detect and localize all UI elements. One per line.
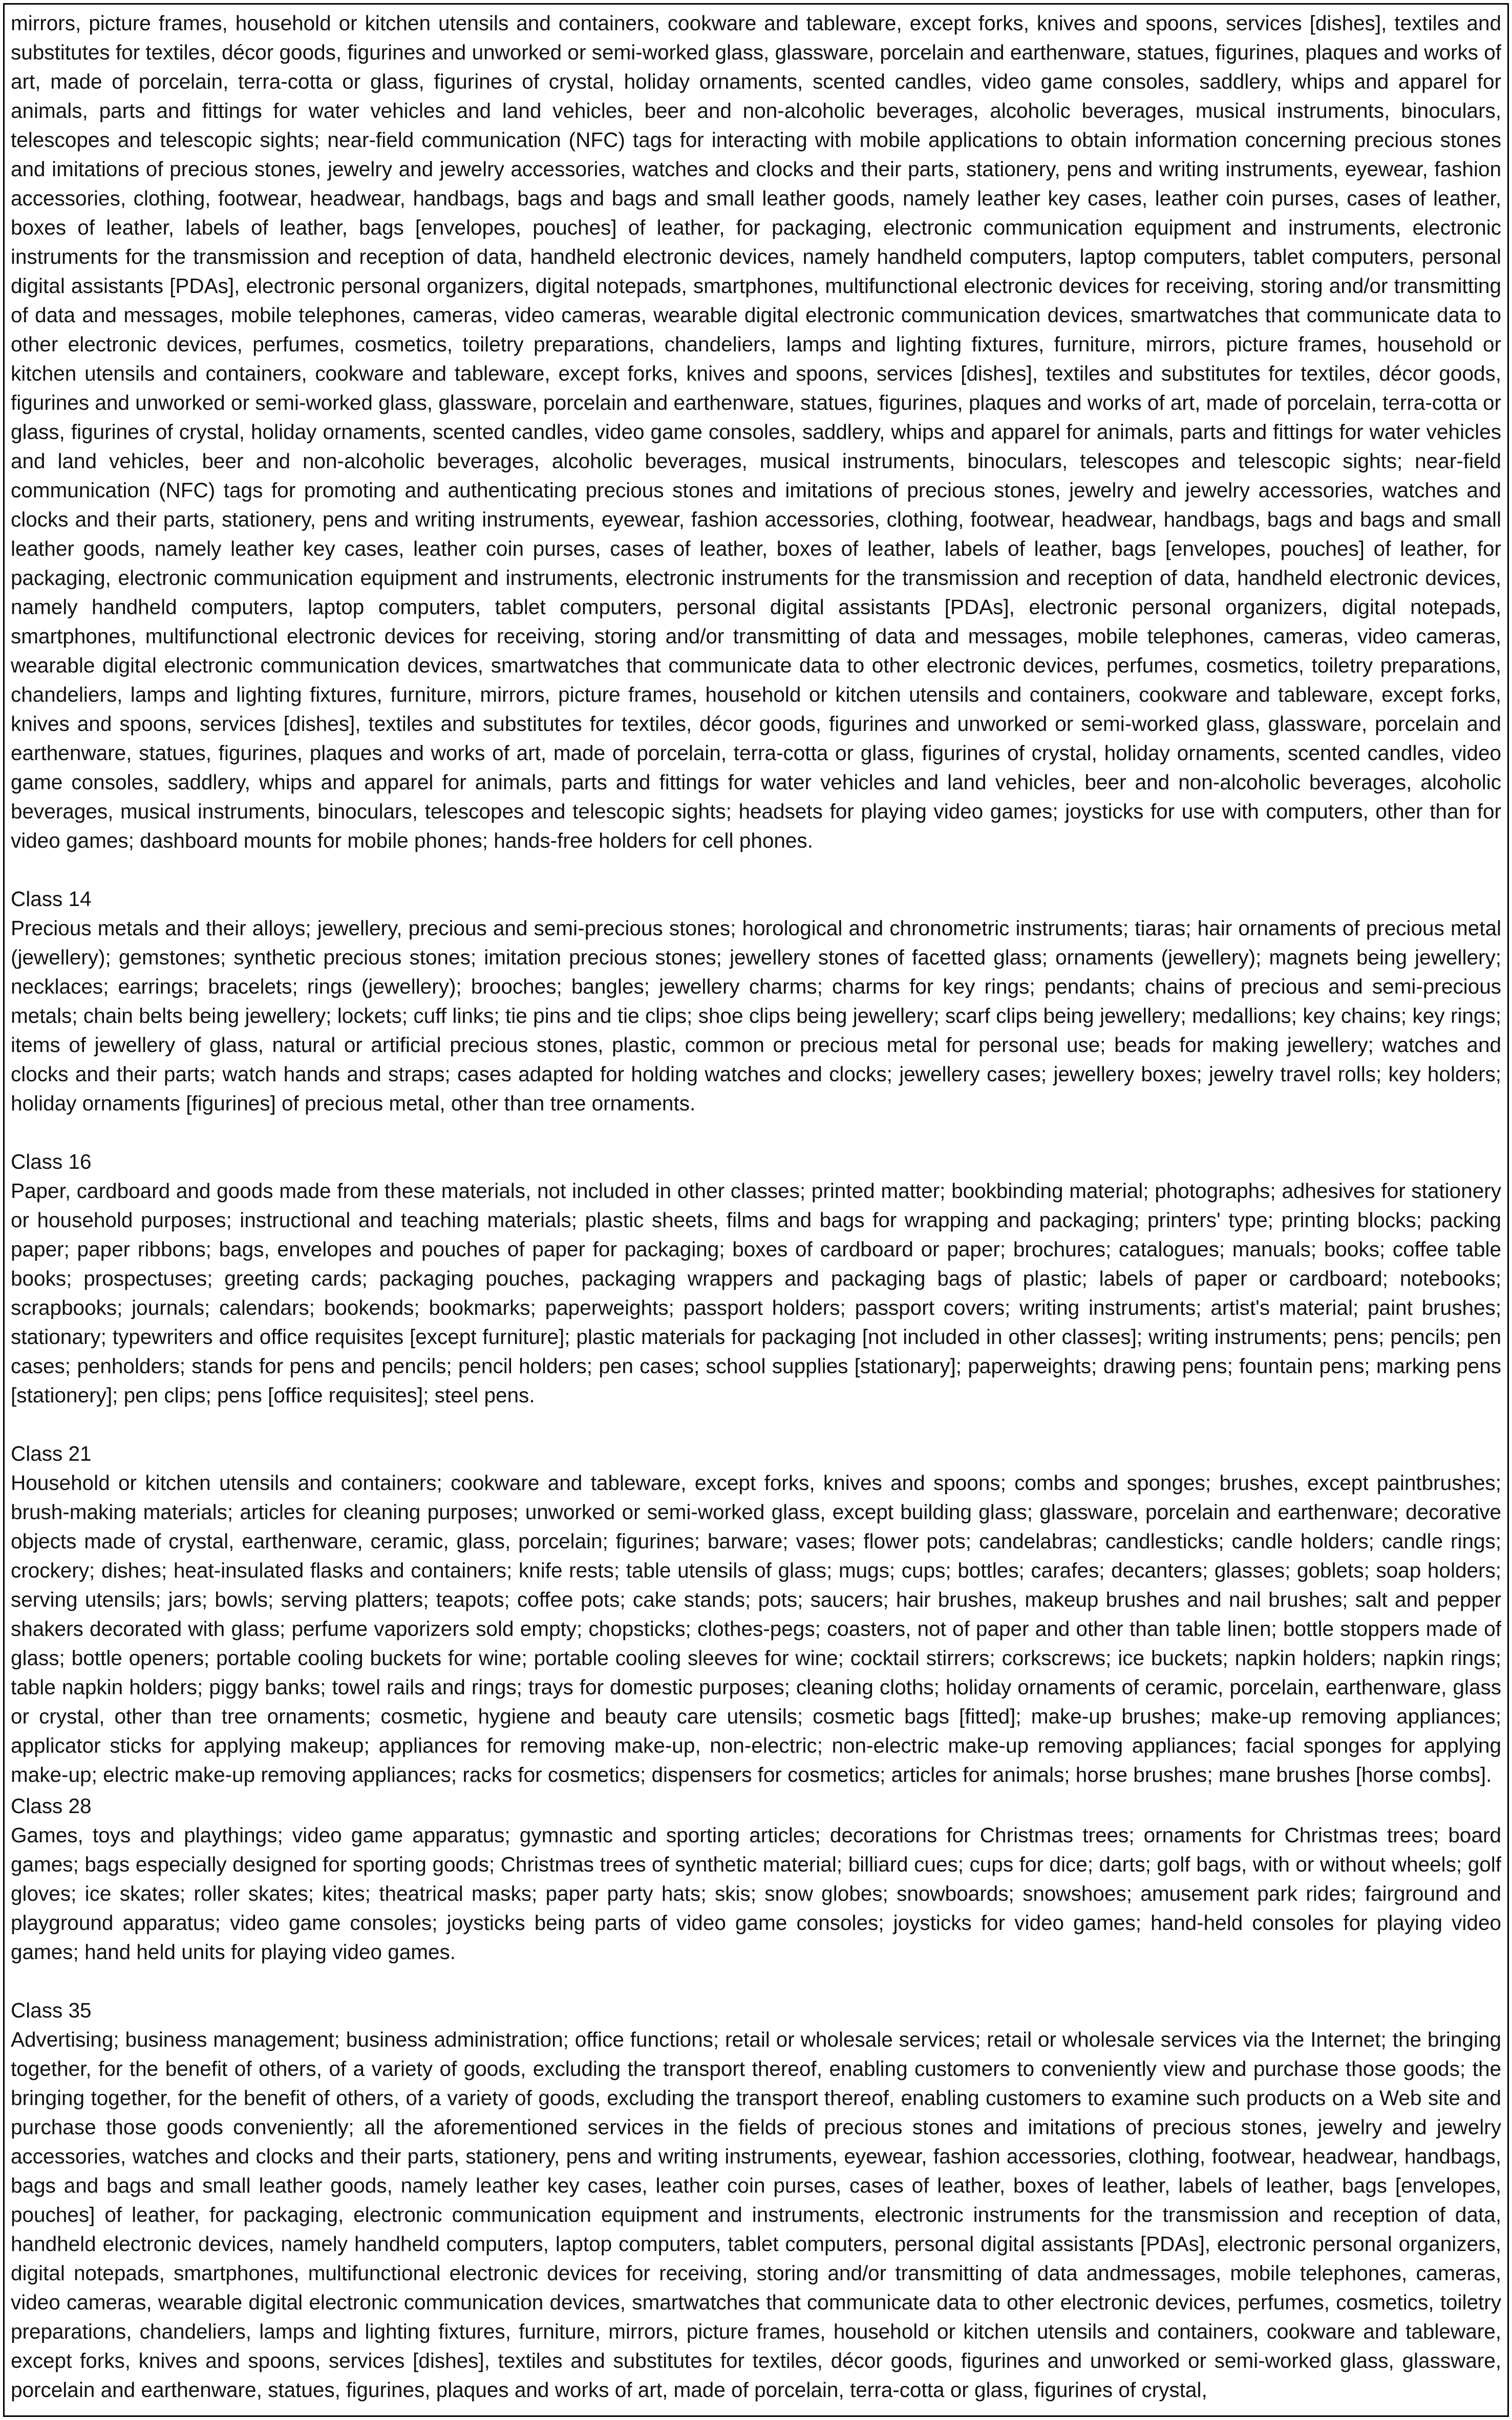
class-14-heading: Class 14 bbox=[11, 887, 92, 911]
class-16-description: Paper, cardboard and goods made from these materials, not included in other classes; printed matter; bookbinding material; photographs; adhesives for stationery or household purposes; instructional and teaching materials; plastic sheets, films and bags for wrapping and packaging; printers' type; printing blocks; packing paper; paper ribbons; bags, envelopes and pouches of paper for packaging; boxes of cardboard or paper; brochures; catalogues; manuals; books; coffee table books; prospectuses; greeting cards; packaging pouches, packaging wrappers and packaging bags of plastic; labels of paper or cardboard; notebooks; scrapbooks; journals; calendars; bookends; bookmarks; paperweights; passport holders; passport covers; writing instruments; artist's material; paint brushes; stationary; typewriters and office requisites [except furniture]; plastic materials for packaging [not included in other classes]; writing instruments; pens; pencils; pen cases; penholders; stands for pens and pencils; pencil holders; pen cases; school supplies [stationary]; paperweights; drawing pens; fountain pens; marking pens [stationery]; pen clips; pens [office requisites]; steel pens. bbox=[11, 1179, 1501, 1407]
class-35-description: Advertising; business management; business administration; office functions; retail or wholesale services; retail or wholesale services via the Internet; the bringing together, for the benefit of others, of a variety of goods, excluding the transport thereof, enabling customers to conveniently view and purchase those goods; the bringing together, for the benefit of others, of a variety of goods, excluding the transport thereof, enabling customers to examine such products on a Web site and purchase those goods conveniently; all the aforementioned services in the fields of precious stones and imitations of precious stones, jewelry and jewelry accessories, watches and clocks and their parts, stationery, pens and writing instruments, eyewear, fashion accessories, clothing, footwear, headwear, handbags, bags and bags and small leather goods, namely leather key cases, leather coin purses, cases of leather, boxes of leather, labels of leather, bags [envelopes, pouches] of leather, for packaging, electronic communication equipment and instruments, electronic instruments for the transmission and reception of data, handheld electronic devices, namely handheld computers, laptop computers, tablet computers, personal digital assistants [PDAs], electronic personal organizers, digital notepads, smartphones, multifunctional electronic devices for receiving, storing and/or transmitting of data andmessages, mobile telephones, cameras, video cameras, wearable digital electronic communication devices, smartwatches that communicate data to other electronic devices, perfumes, cosmetics, toiletry preparations, chandeliers, lamps and lighting fixtures, furniture, mirrors, picture frames, household or kitchen utensils and containers, cookware and tableware, except forks, knives and spoons, services [dishes], textiles and substitutes for textiles, décor goods, figurines and unworked or semi-worked glass, glassware, porcelain and earthenware, statues, figurines, plaques and works of art, made of porcelain, terra-cotta or glass, figurines of crystal, bbox=[11, 2028, 1501, 2402]
class-35-heading: Class 35 bbox=[11, 1998, 92, 2022]
continuation-paragraph: mirrors, picture frames, household or kitchen utensils and containers, cookware and tableware, except forks, knives and spoons, services [dishes], textiles and substitutes for textiles, décor goods, figurines and unworked or semi-worked glass, glassware, porcelain and earthenware, statues, figurines, plaques and works of art, made of porcelain, terra-cotta or glass, figurines of crystal, holiday ornaments, scented candles, video game consoles, saddlery, whips and apparel for animals, parts and fittings for water vehicles and land vehicles, beer and non-alcoholic beverages, alcoholic beverages, musical instruments, binoculars, telescopes and telescopic sights; near-field communication (NFC) tags for interacting with mobile applications to obtain information concerning precious stones and imitations of precious stones, jewelry and jewelry accessories, watches and clocks and their parts, stationery, pens and writing instruments, eyewear, fashion accessories, clothing, footwear, headwear, handbags, bags and bags and small leather goods, namely leather key cases, leather coin purses, cases of leather, boxes of leather, labels of leather, bags [envelopes, pouches] of leather, for packaging, electronic communication equipment and instruments, electronic instruments for the transmission and reception of data, handheld electronic devices, namely handheld computers, laptop computers, tablet computers, personal digital assistants [PDAs], electronic personal organizers, digital notepads, smartphones, multifunctional electronic devices for receiving, storing and/or transmitting of data and messages, mobile telephones, cameras, video cameras, wearable digital electronic communication devices, smartwatches that communicate data to other electronic devices, perfumes, cosmetics, toiletry preparations, chandeliers, lamps and lighting fixtures, furniture, mirrors, picture frames, household or kitchen utensils and containers, cookware and tableware, except forks, knives and spoons, services [dishes], textiles and substitutes for textiles, décor goods, figurines and unworked or semi-worked glass, glassware, porcelain and earthenware, statues, figurines, plaques and works of art, made of porcelain, terra-cotta or glass, figurines of crystal, holiday ornaments, scented candles, video game consoles, saddlery, whips and apparel for animals, parts and fittings for water vehicles and land vehicles, beer and non-alcoholic beverages, alcoholic beverages, musical instruments, binoculars, telescopes and telescopic sights; near-field communication (NFC) tags for promoting and authenticating precious stones and imitations of precious stones, jewelry and jewelry accessories, watches and clocks and their parts, stationery, pens and writing instruments, eyewear, fashion accessories, clothing, footwear, headwear, handbags, bags and bags and small leather goods, namely leather key cases, leather coin purses, cases of leather, boxes of leather, labels of leather, bags [envelopes, pouches] of leather, for packaging, electronic communication equipment and instruments, electronic instruments for the transmission and reception of data, handheld electronic devices, namely handheld computers, laptop computers, tablet computers, personal digital assistants [PDAs], electronic personal organizers, digital notepads, smartphones, multifunctional electronic devices for receiving, storing and/or transmitting of data and messages, mobile telephones, cameras, video cameras, wearable digital electronic communication devices, smartwatches that communicate data to other electronic devices, perfumes, cosmetics, toiletry preparations, chandeliers, lamps and lighting fixtures, furniture, mirrors, picture frames, household or kitchen utensils and containers, cookware and tableware, except forks, knives and spoons, services [dishes], textiles and substitutes for textiles, décor goods, figurines and unworked or semi-worked glass, glassware, porcelain and earthenware, statues, figurines, plaques and works of art, made of porcelain, terra-cotta or glass, figurines of crystal, holiday ornaments, scented candles, video game consoles, saddlery, whips and apparel for animals, parts and fittings for water vehicles and land vehicles, beer and non-alcoholic beverages, alcoholic beverages, musical instruments, binoculars, telescopes and telescopic sights; headsets for playing video games; joysticks for use with computers, other than for video games; dashboard mounts for mobile phones; hands-free holders for cell phones. bbox=[11, 11, 1501, 852]
class-28-description: Games, toys and playthings; video game apparatus; gymnastic and sporting articles; decorations for Christmas trees; ornaments for Christmas trees; board games; bags especially designed for sporting goods; Christmas trees of synthetic material; billiard cues; cups for dice; darts; golf bags, with or without wheels; golf gloves; ice skates; roller skates; kites; theatrical masks; paper party hats; skis; snow globes; snowboards; snowshoes; amusement park rides; fairground and playground apparatus; video game consoles; joysticks being parts of video game consoles; joysticks for video games; hand-held consoles for playing video games; hand held units for playing video games. bbox=[11, 1823, 1501, 1964]
section-spacer bbox=[11, 1118, 1501, 1147]
section-spacer bbox=[11, 1410, 1501, 1439]
class-21-description: Household or kitchen utensils and containers; cookware and tableware, except forks, knives and spoons; combs and sponges; brushes, except paintbrushes; brush-making materials; articles for cleaning purposes; unworked or semi-worked glass, except building glass; glassware, porcelain and earthenware; decorative objects made of crystal, earthenware, ceramic, glass, porcelain; figurines; barware; vases; flower pots; candelabras; candlesticks; candle holders; candle rings; crockery; dishes; heat-insulated flasks and containers; knife rests; table utensils of glass; mugs; cups; bottles; carafes; decanters; glasses; goblets; soap holders; serving utensils; jars; bowls; serving platters; teapots; coffee pots; cake stands; pots; saucers; hair brushes, makeup brushes and nail brushes; salt and pepper shakers decorated with glass; perfume vaporizers sold empty; chopsticks; clothes-pegs; coasters, not of paper and other than table linen; bottle stoppers made of glass; bottle openers; portable cooling buckets for wine; portable cooling sleeves for wine; cocktail stirrers; corkscrews; ice buckets; napkin holders; napkin rings; table napkin holders; piggy banks; towel rails and rings; trays for domestic purposes; cleaning cloths; holiday ornaments of ceramic, porcelain, earthenware, glass or crystal, other than tree ornaments; cosmetic, hygiene and beauty care utensils; cosmetic bags [fitted]; make-up brushes; make-up removing appliances; applicator sticks for applying makeup; appliances for removing make-up, non-electric; non-electric make-up removing appliances; facial sponges for applying make-up; electric make-up removing appliances; racks for cosmetics; dispensers for cosmetics; articles for animals; horse brushes; mane brushes [horse combs]. bbox=[11, 1471, 1501, 1786]
class-28-heading: Class 28 bbox=[11, 1794, 92, 1818]
section-spacer bbox=[11, 1967, 1501, 1996]
class-21-section bbox=[11, 1439, 1501, 1790]
class-21-heading: Class 21 bbox=[11, 1442, 92, 1465]
class-14-section bbox=[11, 885, 1501, 1118]
class-14-description: Precious metals and their alloys; jewellery, precious and semi-precious stones; horological and chronometric instruments; tiaras; hair ornaments of precious metal (jewellery); gemstones; synthetic precious stones; imitation precious stones; jewellery stones of facetted glass; ornaments (jewellery); magnets being jewellery; necklaces; earrings; bracelets; rings (jewellery); brooches; bangles; jewellery charms; charms for key rings; pendants; chains of precious and semi-precious metals; chain belts being jewellery; lockets; cuff links; tie pins and tie clips; shoe clips being jewellery; scarf clips being jewellery; medallions; key chains; key rings; items of jewellery of glass, natural or artificial precious stones, plastic, common or precious metal for personal use; beads for making jewellery; watches and clocks and their parts; watch hands and straps; cases adapted for holding watches and clocks; jewellery cases; jewellery boxes; jewelry travel rolls; key holders; holiday ornaments [figurines] of precious metal, other than tree ornaments. bbox=[11, 916, 1501, 1115]
section-spacer bbox=[11, 855, 1501, 885]
class-35-section bbox=[11, 1996, 1501, 2405]
class-28-section bbox=[11, 1792, 1501, 1967]
class-16-heading: Class 16 bbox=[11, 1150, 92, 1173]
class-16-section bbox=[11, 1147, 1501, 1410]
document-page bbox=[3, 3, 1509, 2417]
